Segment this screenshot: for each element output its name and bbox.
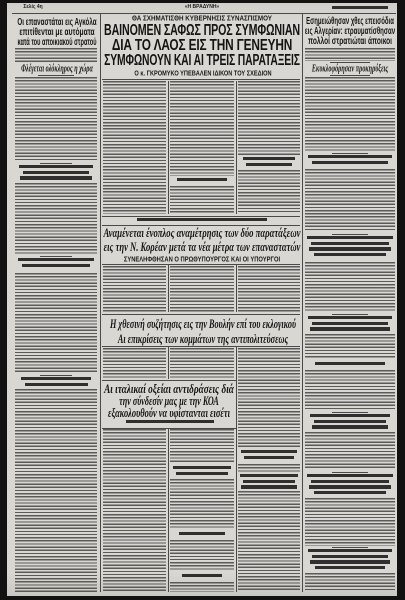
- illegible-heading-line: [137, 218, 267, 221]
- horizontal-rule: [332, 234, 368, 235]
- main-headline-text: ΔΙΑ ΤΟ ΛΑΟΣ ΕΙΣ ΤΗΝ ΓΕΝΕΥΗΝ: [111, 36, 293, 54]
- body-text-block: [170, 186, 234, 214]
- illegible-heading-line: [179, 532, 225, 535]
- illegible-heading-line: [312, 555, 388, 558]
- korea-headline-line: [103, 240, 300, 253]
- body-text-block: [305, 498, 395, 546]
- main-kicker-text: ΘΑ ΣΧΗΜΑΤΙΣΘΗ ΚΥΒΕΡΝΗΣΙΣ ΣΥΝΑΣΠΙΣΜΟΥ: [131, 15, 273, 22]
- illegible-heading-line: [311, 242, 388, 245]
- horizontal-rule: [332, 472, 368, 473]
- body-text-block: [305, 48, 395, 61]
- illegible-heading-line: [312, 322, 388, 325]
- body-text-block: [170, 479, 234, 529]
- horizontal-rule: [102, 314, 300, 315]
- illegible-heading-line: [310, 560, 391, 563]
- illegible-heading-line: [314, 253, 386, 256]
- body-text-block: [15, 273, 97, 373]
- parliament-headline-text: Η χθεσινή συζήτησις εις την Βουλήν επί του εκλογικού: [109, 316, 297, 331]
- horizontal-rule: [332, 547, 368, 548]
- body-text-block: [15, 183, 97, 255]
- page-number: [18, 4, 48, 10]
- horizontal-rule: [102, 225, 300, 226]
- illegible-heading-line: [21, 377, 91, 380]
- body-text-block: [15, 389, 97, 592]
- body-text-block: [238, 266, 300, 312]
- illegible-heading-line: [308, 316, 392, 319]
- main-headline-line: [104, 53, 300, 68]
- italy-headline-line: [108, 407, 230, 419]
- illegible-heading-line: [332, 6, 388, 9]
- angola-headline-text: Οι επαναστάται εις Αγκόλα: [16, 16, 97, 28]
- horizontal-rule: [102, 380, 236, 381]
- main-deck: [134, 69, 271, 77]
- illegible-heading-line: [246, 163, 293, 166]
- korea-headline-text: Αναμένεται ένοπλος αναμέτρησις των δύο παρατάξεων: [103, 224, 300, 240]
- body-text-block: [305, 370, 395, 411]
- column-rule: [168, 265, 169, 312]
- illegible-heading-line: [19, 165, 93, 168]
- illegible-heading-line: [307, 474, 393, 477]
- main-headline-text: ΒΑΙΝΟΜΕΝ ΣΑΦΩΣ ΠΡΟΣ ΣΥΜΦΩΝΙΑΝ: [104, 21, 300, 39]
- body-text-block: [103, 348, 166, 379]
- illegible-heading-line: [243, 480, 295, 483]
- illegible-heading-line: [308, 549, 392, 552]
- illegible-heading-line: [23, 171, 90, 174]
- column-rule: [236, 347, 237, 592]
- illegible-heading-line: [244, 456, 294, 459]
- horizontal-rule: [330, 62, 370, 63]
- masthead-text: «Η ΒΡΑΔΥΝΗ»: [184, 4, 220, 10]
- illegible-heading-line: [241, 450, 297, 453]
- body-text-block: [305, 334, 395, 359]
- illegible-heading-line: [173, 466, 231, 469]
- illegible-heading-line: [308, 155, 392, 158]
- illegible-heading-line: [22, 264, 90, 267]
- body-text-block: [170, 582, 234, 592]
- illegible-heading-line: [25, 383, 88, 386]
- angola-headline-line: [17, 37, 96, 46]
- horizontal-rule: [330, 75, 370, 76]
- horizontal-rule: [12, 13, 396, 14]
- horizontal-rule: [38, 75, 74, 76]
- algeria-headline-text: Εσημειώθησαν χθες επεισόδια: [306, 15, 394, 27]
- algeria-subhead-text: Εκυκλοφόρησαν προκηρύξεις: [311, 63, 389, 75]
- column-rule: [302, 14, 303, 592]
- horizontal-rule: [40, 375, 72, 376]
- body-text-block: [238, 170, 300, 214]
- illegible-heading-line: [309, 247, 392, 250]
- body-text-block: [238, 491, 300, 592]
- illegible-heading-line: [18, 258, 94, 261]
- angola-subhead: [21, 64, 93, 74]
- illegible-heading-line: [309, 485, 392, 488]
- body-text-block: [170, 81, 234, 176]
- body-text-block: [103, 81, 166, 214]
- column-rule: [236, 81, 237, 214]
- body-text-block: [305, 262, 395, 312]
- column-rule: [236, 265, 237, 312]
- main-headline-text: ΣΥΜΦΩΝΟΥΝ ΚΑΙ ΑΙ ΤΡΕΙΣ ΠΑΡΑΤΑΞΕΙΣ: [104, 51, 300, 69]
- parliament-headline-text: Αι επικρίσεις των κομμάτων της αντιπολιτεύσεως: [117, 330, 289, 346]
- illegible-heading-line: [182, 574, 222, 577]
- italy-headline-text: εξακολουθούν να υφίστανται εισέτι: [108, 405, 230, 420]
- body-text-block: [170, 429, 234, 463]
- algeria-headline-line: [308, 36, 392, 46]
- horizontal-rule: [40, 163, 72, 164]
- body-text-block: [305, 573, 395, 592]
- body-text-block: [103, 266, 166, 312]
- horizontal-rule: [102, 346, 300, 347]
- parliament-headline-line: [118, 332, 288, 345]
- column-rule: [168, 429, 169, 592]
- italy-headline-text: Αι ιταλικαί οξείαι αντιδράσεις διά: [104, 381, 234, 396]
- body-text-block: [103, 429, 166, 592]
- horizontal-rule: [102, 79, 300, 80]
- illegible-heading-line: [312, 161, 388, 164]
- korea-headline-line: [103, 226, 300, 239]
- illegible-heading-line: [310, 327, 391, 330]
- body-text-block: [305, 169, 395, 232]
- body-text-block: [238, 464, 300, 472]
- illegible-heading-line: [311, 480, 388, 483]
- illegible-heading-line: [314, 491, 386, 494]
- horizontal-rule: [102, 264, 300, 265]
- body-text-block: [170, 266, 234, 312]
- body-text-block: [15, 48, 97, 62]
- main-deck-text: Ο κ. ΓΚΡΟΜΥΚΟ ΥΠΕΒΑΛΕΝ ΙΔΙΚΟΝ ΤΟΥ ΣΧΕΔΙΟΝ: [133, 68, 272, 78]
- illegible-heading-line: [20, 176, 91, 179]
- horizontal-rule: [332, 412, 368, 413]
- horizontal-rule: [102, 216, 300, 217]
- illegible-heading-line: [314, 420, 386, 423]
- illegible-heading-line: [310, 414, 390, 417]
- horizontal-rule: [332, 314, 368, 315]
- body-text-block: [305, 432, 395, 470]
- body-text-block: [15, 77, 97, 162]
- illegible-heading-line: [243, 157, 295, 160]
- angola-headline-text: επιτίθενται με αυτόματα: [18, 26, 95, 38]
- illegible-heading-line: [176, 472, 228, 475]
- masthead: [172, 4, 232, 10]
- body-text-block: [170, 348, 234, 379]
- column-rule: [100, 14, 101, 592]
- illegible-heading-line: [315, 566, 386, 569]
- horizontal-rule: [102, 428, 236, 429]
- illegible-heading-line: [177, 178, 227, 181]
- angola-headline-text: κατά του αποικιακού στρατού: [16, 35, 97, 48]
- body-text-block: [305, 77, 395, 152]
- angola-subhead-text: Φλέγεται ολόκληρος η χώρα: [21, 63, 93, 75]
- korea-headline-text: εις την Ν. Κορέαν μετά τα νέα μέτρα των επαναστατών: [103, 238, 300, 254]
- illegible-heading-line: [241, 485, 297, 488]
- page-number-text: Σελίς 4η: [23, 4, 43, 10]
- korea-deck: [124, 255, 280, 263]
- body-text-block: [170, 540, 234, 571]
- algeria-headline-text: πολλοί στρατιώται άποικοι: [307, 35, 393, 47]
- algeria-subhead: [312, 64, 388, 74]
- illegible-heading-line: [307, 236, 393, 239]
- horizontal-rule: [40, 256, 72, 257]
- italy-headline-text: την σύνδεσίν μας με την ΚΟΑ: [119, 393, 219, 408]
- parliament-headline-line: [110, 317, 296, 331]
- column-rule: [168, 347, 169, 379]
- korea-deck-text: ΣΥΝΕΛΗΦΘΗΣΑΝ Ο ΠΡΩΘΥΠΟΥΡΓΟΣ ΚΑΙ ΟΙ ΥΠΟΥΡΓΟΙ: [123, 254, 281, 264]
- illegible-heading-line: [240, 474, 298, 477]
- horizontal-rule: [332, 153, 368, 154]
- body-text-block: [238, 348, 300, 448]
- illegible-heading-line: [126, 420, 214, 423]
- algeria-headline-text: εις Αλγερίαν: ετραυματίσθησαν: [304, 25, 396, 37]
- column-rule: [168, 81, 169, 214]
- illegible-heading-line: [312, 425, 389, 428]
- body-text-block: [238, 81, 300, 155]
- illegible-heading-line: [315, 362, 385, 365]
